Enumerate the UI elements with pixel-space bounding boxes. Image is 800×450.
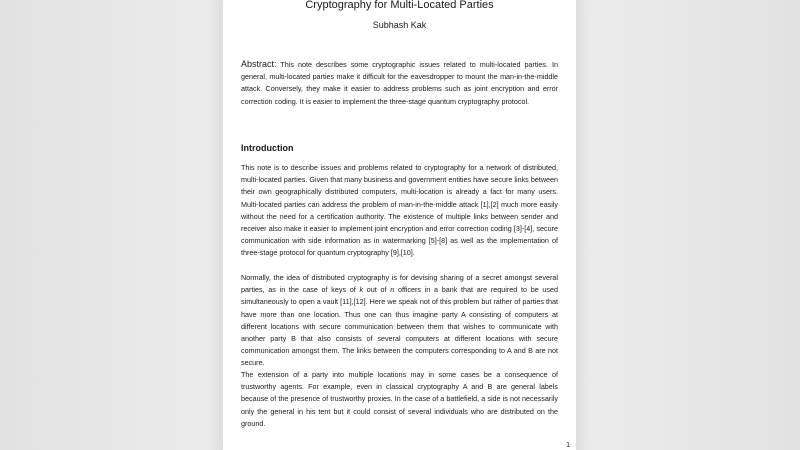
- variable-k: k: [359, 285, 364, 295]
- paper-title: Cryptography for Multi-Located Parties: [305, 0, 494, 11]
- page-number: 1: [566, 442, 570, 449]
- intro-paragraph-3: [241, 369, 558, 430]
- paper-author: Subhash Kak: [372, 20, 427, 30]
- paragraph-segment: out of: [363, 285, 391, 295]
- intro-paragraph-1: [241, 162, 558, 260]
- section-heading-introduction: Introduction: [241, 143, 294, 153]
- abstract-label: Abstract:: [241, 59, 277, 69]
- paragraph-text: The extension of a party into multiple locations may in some cases be a consequence of trustworthy agents. For example, even in classical cryptography A and B are general labels because of the presence of trustworthy proxies. In the case of a battlefield, a side is not necessarily only the general in his tent but it could consist of several individuals who are distributed on the ground.: [241, 370, 558, 428]
- abstract-text: This note describes some cryptographic issues related to multi-located parties. In general, multi-located parties make it difficult for the eavesdropper to mount the man-in-the-middle attack. Conversely, they make it easier to address problems such as joint encryption and error correction coding. It is easier to implement the three-stage quantum cryptography protocol.: [241, 60, 558, 106]
- intro-paragraph-2: [241, 272, 558, 370]
- paragraph-text: [241, 272, 558, 370]
- document-page: [223, 0, 576, 450]
- abstract-section: [241, 58, 558, 108]
- variable-n: n: [390, 285, 395, 295]
- paragraph-segment: Normally, the idea of distributed cryptography is for devising sharing of a secret amongst several parties, as in the case of keys of: [241, 273, 558, 295]
- abstract-paragraph: [241, 58, 558, 108]
- paragraph-segment: officers in a bank that are required to be used simultaneously to open a vault [11],[12]. Here we speak not of this problem but rather of parties that have more than one location. Thus one can thus imagine party A consisting of computers at different locations with secure communication between them that wishes to communicate with another party B that also consists of several computers at different locations with secure communication amongst them. The links between the computers corresponding to A and B are not secure.: [241, 285, 558, 368]
- paragraph-text: This note is to describe issues and problems related to cryptography for a network of distributed, multi-located parties. Given that many business and government entities have secure links between their own geographically distributed computers, multi-location is already a fact for many users. Multi-located parties can address the problem of man-in-the-middle attack [1],[2] much more easily without the need for a certification authority. The existence of multiple links between sender and receiver also make it easier to implement joint encryption and error correction coding [3]-[4], secure communication with side information as in watermarking [5]-[8] as well as the implementation of three-stage protocol for quantum cryptography [9],[10].: [241, 163, 558, 258]
